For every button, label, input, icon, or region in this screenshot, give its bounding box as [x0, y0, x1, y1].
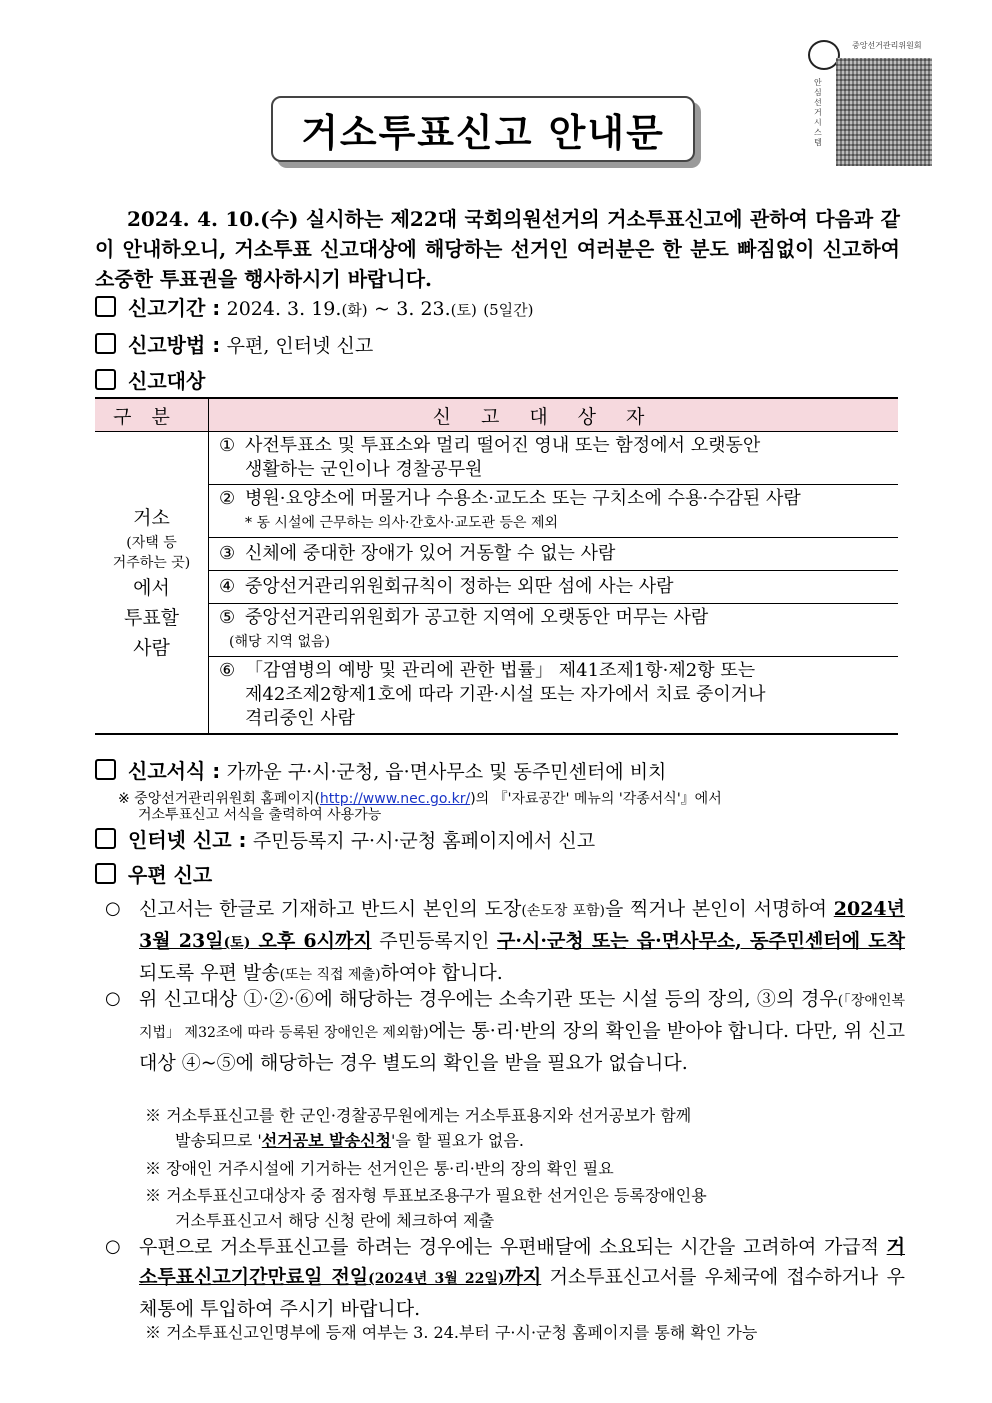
section-method [95, 331, 373, 360]
internet-value: 주민등록지 구·시·군청 홈페이지에서 신고 [252, 830, 596, 852]
deadline-day: (토) [223, 935, 251, 951]
star-note-1 [145, 1103, 900, 1153]
category-line: 거주하는 곳) [112, 554, 191, 571]
qr-vertical-text: 안심 선거 시스템 [814, 78, 822, 147]
item-text: 중앙선거관리위원회규칙이 정하는 외딴 섬에 사는 사람 [245, 576, 674, 597]
text-span: 위 신고대상 ①·②·⑥에 해당하는 경우에는 소속기관 또는 시설 등의 장의, ③의 경우 [139, 988, 838, 1010]
form-note [118, 791, 908, 823]
method-label: 신고방법 : [128, 333, 221, 357]
table-header-target: 신고대상자 [209, 398, 899, 432]
item-text: 병원·요양소에 머물거나 수용소·교도소 또는 구치소에 수용·수감된 사람 [245, 488, 801, 509]
checkbox-icon [95, 369, 116, 390]
text-span: '을 할 필요가 없음. [390, 1131, 524, 1150]
item-note: * 동 시설에 근무하는 의사·간호사·교도관 등은 제외 [245, 515, 559, 531]
item-number: ② [219, 488, 236, 509]
text-span: 되도록 우편 발송 [139, 962, 280, 984]
newsletter-request-text: 선거공보 발송신청 [261, 1131, 391, 1150]
text-span: 거소투표신고서를 우체국에 접수하거나 우체통에 투입하여 주시기 바랍니다. [139, 1266, 905, 1320]
destination-text: 구·시·군청 또는 읍·면사무소, 동주민센터에 도착 [497, 930, 905, 952]
form-note-text: ※ 중앙선거관리위원회 홈페이지( [118, 791, 320, 807]
section-target [95, 367, 205, 395]
postal-paragraph-3 [105, 1232, 905, 1324]
target-label: 신고대상 [128, 369, 206, 393]
form-note-text: )의 『'자료공간' 메뉴의 '각종서식'』에서 [470, 791, 722, 807]
item-number: ⑥ [219, 660, 236, 681]
item-number: ⑤ [219, 607, 236, 628]
deadline-date: 2024년 3월 23일 [139, 898, 905, 952]
target-item [209, 604, 899, 657]
period-tilde: ~ [374, 298, 390, 320]
text-span: 우편으로 거소투표신고를 하려는 경우에는 우편배달에 소요되는 시간을 고려하여 가급적 [139, 1236, 887, 1258]
text-span: 에는 통·리·반의 장의 확인을 받아야 합니다. 다만, 위 신고대상 ④~⑤에 해당하는 경우 별도의 확인을 받을 필요가 없습니다. [139, 1020, 906, 1074]
checkbox-icon [95, 296, 116, 317]
internet-label: 인터넷 신고 : [128, 828, 247, 852]
table-row [95, 571, 898, 604]
period-start: 2024. 3. 19. [226, 298, 342, 320]
item-text: 중앙선거관리위원회가 공고한 지역에 오랫동안 머무는 사람 [245, 607, 709, 628]
star-note-4: ※ 거소투표신고인명부에 등재 여부는 3. 24.부터 구·시·군청 홈페이지를 통해 확인 가능 [145, 1323, 758, 1342]
table-row [95, 432, 898, 485]
section-form [95, 757, 666, 786]
category-line: (자택 등 [126, 534, 177, 551]
qr-header: 중앙선거관리위원회 [852, 41, 922, 50]
section-postal [95, 861, 212, 889]
table-row [95, 657, 898, 735]
period-end-day: (토) [450, 301, 477, 319]
target-table [95, 397, 898, 735]
item-number: ③ [219, 543, 236, 564]
period-label: 신고기간 : [128, 296, 221, 320]
item-note: (해당 지역 없음) [229, 634, 330, 650]
target-item [209, 657, 899, 735]
text-span: ※ 거소투표신고를 한 군인·경찰공무원에게는 거소투표용지와 선거공보가 함께 [145, 1106, 692, 1125]
item-text: 격리중인 사람 [245, 708, 356, 729]
period-duration: (5일간) [483, 301, 534, 319]
text-span: 발송되므로 ' [175, 1131, 262, 1150]
postal-paragraph-2 [105, 984, 905, 1078]
table-header-category: 구분 [95, 398, 209, 432]
table-row [95, 485, 898, 538]
text-span: (또는 직접 제출) [279, 967, 381, 983]
target-item [209, 571, 899, 604]
text-span: 신고서는 한글로 기재하고 반드시 본인의 도장 [139, 898, 522, 920]
table-row [95, 538, 898, 571]
target-item [209, 432, 899, 485]
deadline-date: (2024년 3월 22일) [368, 1271, 505, 1287]
category-line: 에서 [133, 576, 170, 599]
star-note-3 [145, 1183, 900, 1233]
table-header-row [95, 398, 898, 432]
qr-code-icon [836, 58, 932, 166]
section-period [95, 294, 533, 324]
checkbox-icon [95, 759, 116, 780]
category-line: 투표할 [123, 606, 180, 629]
table-row [95, 604, 898, 657]
bullet-icon: ○ [105, 988, 121, 1009]
category-cell [95, 432, 209, 735]
text-span: 을 찍거나 본인이 서명하여 [604, 898, 834, 920]
text-span: 거소투표신고서 해당 신청 란에 체크하여 제출 [175, 1211, 495, 1230]
text-span: (손도장 포함) [521, 903, 605, 919]
target-item [209, 538, 899, 571]
period-end: 3. 23. [396, 298, 451, 320]
category-line: 거소 [133, 506, 170, 529]
postal-label: 우편 신고 [128, 863, 213, 887]
page-title: 거소투표신고 안내문 [301, 110, 665, 155]
deadline-time: 오후 6시까지 [250, 930, 372, 952]
method-value: 우편, 인터넷 신고 [226, 335, 374, 357]
nec-homepage-link[interactable]: http://www.nec.go.kr/ [319, 791, 471, 807]
target-item [209, 485, 899, 538]
qr-code-area [808, 38, 932, 166]
deadline-text: 거소투표신고기간만료일 전일 [139, 1236, 905, 1288]
item-text: 제42조제2항제1호에 따라 기관·시설 또는 자가에서 치료 중이거나 [245, 684, 766, 705]
form-value: 가까운 구·시·군청, 읍·면사무소 및 동주민센터에 비치 [226, 761, 667, 783]
item-number: ① [219, 435, 236, 456]
bullet-icon: ○ [105, 1236, 121, 1257]
item-text: 「감염병의 예방 및 관리에 관한 법률」 제41조제1항·제2항 또는 [245, 660, 756, 681]
text-span: 하여야 합니다. [380, 962, 503, 984]
item-text: 사전투표소 및 투표소와 멀리 떨어진 영내 또는 함정에서 오랫동안 [245, 435, 761, 456]
text-span: 주민등록지인 [371, 930, 498, 952]
deadline-text: 까지 [504, 1266, 542, 1288]
star-note-2: ※ 장애인 거주시설에 기거하는 선거인은 통·리·반의 장의 확인 필요 [145, 1159, 614, 1178]
category-line: 사람 [133, 636, 170, 659]
postal-paragraph-1 [105, 894, 905, 990]
form-note-text: 거소투표신고 서식을 출력하여 사용가능 [138, 807, 382, 823]
text-span: (「장애인복지법」 제32조에 따라 등록된 장애인은 제외함) [139, 993, 906, 1041]
section-internet [95, 826, 595, 855]
checkbox-icon [95, 333, 116, 354]
text-span: ※ 거소투표신고대상자 중 점자형 투표보조용구가 필요한 선거인은 등록장애인용 [145, 1186, 707, 1205]
checkbox-icon [95, 828, 116, 849]
title-box [271, 96, 695, 162]
checkbox-icon [95, 863, 116, 884]
bullet-icon: ○ [105, 898, 121, 919]
period-start-day: (화) [341, 301, 368, 319]
item-text: 신체에 중대한 장애가 있어 거동할 수 없는 사람 [245, 543, 616, 564]
item-number: ④ [219, 576, 236, 597]
form-label: 신고서식 : [128, 759, 221, 783]
intro-paragraph: 2024. 4. 10.(수) 실시하는 제22대 국회의원선거의 거소투표신고에 관하여 다음과 같이 안내하오니, 거소투표 신고대상에 해당하는 선거인 여러분은 한 분도 빠짐없이 신고하여 소중한 투표권을 행사하시기 바랍니다. [95, 207, 900, 291]
item-text: 생활하는 군인이나 경찰공무원 [245, 459, 483, 480]
